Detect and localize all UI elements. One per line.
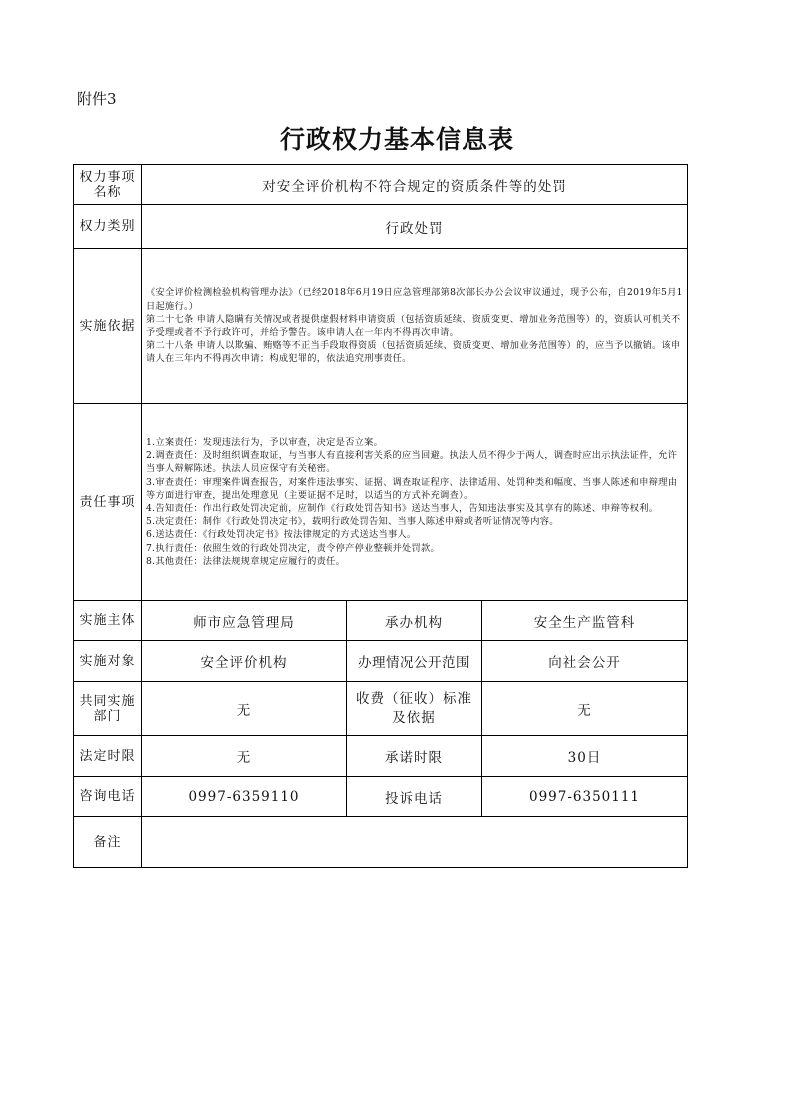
fee-value: 无 (482, 682, 688, 736)
page-title: 行政权力基本信息表 (279, 125, 514, 154)
basis-line: 第二十七条 申请人隐瞒有关情况或者提供虚假材料申请资质（包括资质延续、资质变更、增加业务范围等）的，资质认可机关不予受理或者不予行政许可，并给予警告。该申请人在一年内不得再次申请。 (146, 313, 681, 338)
basis-text (142, 249, 688, 404)
info-table (73, 164, 688, 868)
duty-line: 4.告知责任：作出行政处罚决定前，应制作《行政处罚告知书》送达当事人，告知违法事实及其享有的陈述、申辩等权利。 (146, 503, 659, 514)
table-row (74, 736, 688, 777)
remark-value (142, 817, 688, 868)
org-value: 安全生产监管科 (482, 601, 688, 641)
promise-limit-value: 30日 (482, 736, 688, 777)
type-label: 权力类别 (74, 205, 142, 249)
promise-limit-label: 承诺时限 (347, 736, 482, 777)
duty-line: 1.立案责任：发现违法行为，予以审查，决定是否立案。 (146, 436, 384, 448)
joint-label: 共同实施部门 (74, 682, 142, 736)
name-value: 对安全评价机构不符合规定的资质条件等的处罚 (142, 165, 688, 205)
fee-label: 收费（征收）标准及依据 (347, 682, 482, 736)
table-row (74, 601, 688, 641)
subject-label: 实施主体 (74, 601, 142, 641)
duty-line: 6.送达责任：《行政处罚决定书》按法律规定的方式送达当事人。 (146, 529, 417, 541)
attachment-label: 附件3 (77, 90, 117, 108)
complaint-label: 投诉电话 (347, 777, 482, 817)
name-label: 权力事项名称 (74, 165, 142, 205)
table-row (74, 641, 688, 682)
table-row (74, 404, 688, 601)
consult-phone: 0997-6359110 (142, 777, 347, 817)
duty-line: 7.执行责任：依照生效的行政处罚决定，责令停产停业整顿并处罚款。 (146, 542, 440, 554)
table-row (74, 682, 688, 736)
table-row (74, 249, 688, 404)
consult-label: 咨询电话 (74, 777, 142, 817)
complaint-phone: 0997-6350111 (482, 777, 688, 817)
legal-limit-label: 法定时限 (74, 736, 142, 777)
remark-label: 备注 (74, 817, 142, 868)
target-label: 实施对象 (74, 641, 142, 682)
type-value: 行政处罚 (142, 205, 688, 249)
duty-line: 5.决定责任：制作《行政处罚决定书》，载明行政处罚告知、当事人陈述申辩或者听证情况等内容。 (146, 516, 559, 528)
org-label: 承办机构 (347, 601, 482, 641)
table-row (74, 165, 688, 205)
duty-text (142, 404, 688, 601)
basis-line: 《安全评价检测检验机构管理办法》（已经2018年6月19日应急管理部第8次部长办公会议审议通过，现予公布，自2019年5月1日起施行。） (146, 287, 683, 312)
table-row (74, 817, 688, 868)
basis-label: 实施依据 (74, 249, 142, 404)
table-row (74, 205, 688, 249)
target-value: 安全评价机构 (142, 641, 347, 682)
duty-line: 2.调查责任：及时组织调查取证，与当事人有直接利害关系的应当回避。执法人员不得少于两人，调查时应出示执法证件，允许当事人辩解陈述。执法人员应保守有关秘密。 (146, 450, 678, 475)
public-value: 向社会公开 (482, 641, 688, 682)
joint-value: 无 (142, 682, 347, 736)
legal-limit-value: 无 (142, 736, 347, 777)
basis-line: 第二十八条 申请人以欺骗、贿赂等不正当手段取得资质（包括资质延续、资质变更、增加业务范围等）的，应当予以撤销。该申请人在三年内不得再次申请；构成犯罪的，依法追究刑事责任。 (146, 340, 681, 365)
duty-line: 3.审查责任：审理案件调查报告，对案件违法事实、证据、调查取证程序、法律适用、处罚种类和幅度、当事人陈述和申辩理由等方面进行审查，提出处理意见（主要证据不足时，以适当的方式补充调查）。 (146, 476, 678, 501)
table-row (74, 777, 688, 817)
duty-label: 责任事项 (74, 404, 142, 601)
subject-value: 师市应急管理局 (142, 601, 347, 641)
public-label: 办理情况公开范围 (347, 641, 482, 682)
duty-line: 8.其他责任：法律法规规章规定应履行的责任。 (146, 555, 346, 567)
